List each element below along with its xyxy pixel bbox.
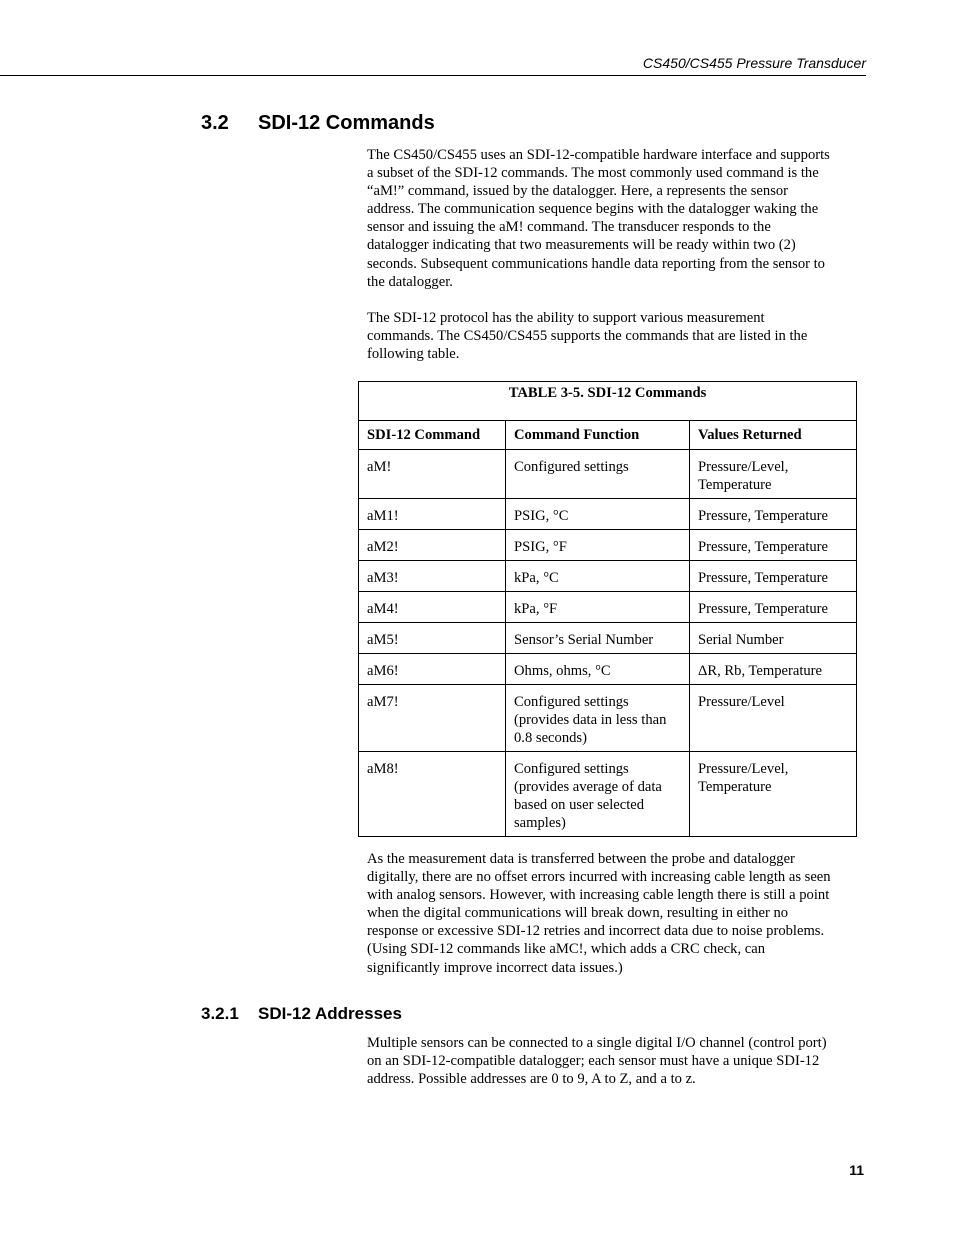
values-cell xyxy=(690,623,857,654)
paragraph-line: “aM!” command, issued by the datalogger. Here, a represents the sensor xyxy=(367,183,789,200)
paragraph-line: commands. The CS450/CS455 supports the commands that are listed in the xyxy=(367,328,808,345)
command-cell: aM! xyxy=(359,450,506,499)
values-cell xyxy=(690,561,857,592)
function-cell xyxy=(506,530,690,561)
section-number: 3.2 xyxy=(201,112,229,134)
section-title: SDI-12 Commands xyxy=(258,112,435,134)
cell-line: (provides data in less than xyxy=(514,712,667,728)
cell-line: (provides average of data xyxy=(514,779,662,795)
cell-line: Pressure, Temperature xyxy=(698,601,829,617)
cell-line: Temperature xyxy=(698,477,772,493)
transfer-paragraph xyxy=(367,850,867,977)
cell-line: Pressure/Level xyxy=(698,694,785,710)
paragraph-line: following table. xyxy=(367,346,460,363)
column-header: SDI-12 Command xyxy=(359,421,506,450)
paragraph-line: with analog sensors. However, with increasing cable length there is still a point xyxy=(367,887,830,904)
subsection-heading xyxy=(201,1004,402,1024)
paragraph-line: address. Possible addresses are 0 to 9, A to Z, and a to z. xyxy=(367,1071,696,1088)
table-row xyxy=(359,499,857,530)
column-header: Command Function xyxy=(506,421,690,450)
table-row xyxy=(359,450,857,499)
table-row xyxy=(359,654,857,685)
cell-line: Serial Number xyxy=(698,632,784,648)
table-row xyxy=(359,752,857,837)
cell-line: Temperature xyxy=(698,779,772,795)
paragraph-line: on an SDI-12-compatible datalogger; each sensor must have a unique SDI-12 xyxy=(367,1053,820,1070)
paragraph-line: The SDI-12 protocol has the ability to support various measurement xyxy=(367,310,765,326)
cell-line: Pressure/Level, xyxy=(698,761,789,777)
table-row xyxy=(359,623,857,654)
cell-line: kPa, °F xyxy=(514,601,558,617)
cell-line: Configured settings xyxy=(514,694,629,710)
command-cell: aM7! xyxy=(359,685,506,752)
values-cell xyxy=(690,499,857,530)
paragraph-line: digitally, there are no offset errors incurred with increasing cable length as seen xyxy=(367,869,831,886)
paragraph-line: address. The communication sequence begins with the datalogger waking the xyxy=(367,201,819,218)
intro-paragraph xyxy=(367,146,867,291)
table-row xyxy=(359,592,857,623)
paragraph-line: datalogger indicating that two measurements will be ready within two (2) xyxy=(367,237,796,254)
values-cell xyxy=(690,752,857,837)
function-cell xyxy=(506,561,690,592)
command-cell: aM8! xyxy=(359,752,506,837)
subsection-number: 3.2.1 xyxy=(201,1004,239,1023)
function-cell xyxy=(506,654,690,685)
table-row xyxy=(359,530,857,561)
cell-line: Configured settings xyxy=(514,459,629,475)
paragraph-line: when the digital communications will break down, resulting in either no xyxy=(367,905,789,922)
paragraph-line: significantly improve incorrect data issues.) xyxy=(367,959,623,976)
section-heading xyxy=(201,112,435,135)
paragraph-line: (Using SDI-12 commands like aMC!, which adds a CRC check, can xyxy=(367,941,766,958)
function-cell xyxy=(506,685,690,752)
paragraph-line: the datalogger. xyxy=(367,273,453,290)
addresses-paragraph xyxy=(367,1034,867,1088)
function-cell xyxy=(506,450,690,499)
cell-line: Ohms, ohms, °C xyxy=(514,663,611,679)
cell-line: Sensor’s Serial Number xyxy=(514,632,654,648)
cell-line: kPa, °C xyxy=(514,570,559,586)
table-row xyxy=(359,685,857,752)
function-cell xyxy=(506,499,690,530)
command-cell: aM5! xyxy=(359,623,506,654)
cell-line: based on user selected xyxy=(514,797,645,813)
running-header: CS450/CS455 Pressure Transducer xyxy=(642,55,866,71)
sdi12-commands-table xyxy=(358,381,857,837)
paragraph-line: sensor and issuing the aM! command. The transducer responds to the xyxy=(367,219,771,236)
function-cell xyxy=(506,752,690,837)
values-cell xyxy=(690,530,857,561)
cell-line: PSIG, °C xyxy=(514,508,569,524)
values-cell xyxy=(690,654,857,685)
command-cell: aM2! xyxy=(359,530,506,561)
command-cell: aM6! xyxy=(359,654,506,685)
command-cell: aM1! xyxy=(359,499,506,530)
cell-line: Pressure, Temperature xyxy=(698,508,829,524)
cell-line: samples) xyxy=(514,815,566,831)
page-number: 11 xyxy=(849,1162,864,1178)
paragraph-line: The CS450/CS455 uses an SDI-12-compatible hardware interface and supports xyxy=(367,147,830,163)
cell-line: Pressure, Temperature xyxy=(698,539,829,555)
paragraph-line: a subset of the SDI-12 commands. The most commonly used command is the xyxy=(367,165,819,182)
cell-line: Pressure, Temperature xyxy=(698,570,829,586)
values-cell xyxy=(690,450,857,499)
subsection-title: SDI-12 Addresses xyxy=(258,1004,402,1023)
paragraph-line: As the measurement data is transferred between the probe and datalogger xyxy=(367,851,795,867)
cell-line: ΔR, Rb, Temperature xyxy=(698,663,823,679)
cell-line: 0.8 seconds) xyxy=(514,730,587,746)
paragraph-line: response or excessive SDI-12 retries and incorrect data due to noise problems. xyxy=(367,923,825,940)
function-cell xyxy=(506,592,690,623)
paragraph-line: Multiple sensors can be connected to a single digital I/O channel (control port) xyxy=(367,1035,827,1051)
command-cell: aM4! xyxy=(359,592,506,623)
values-cell xyxy=(690,592,857,623)
protocol-paragraph xyxy=(367,309,867,363)
cell-line: PSIG, °F xyxy=(514,539,567,555)
paragraph-line: seconds. Subsequent communications handle data reporting from the sensor to xyxy=(367,255,825,272)
cell-line: Pressure/Level, xyxy=(698,459,789,475)
cell-line: Configured settings xyxy=(514,761,629,777)
command-cell: aM3! xyxy=(359,561,506,592)
function-cell xyxy=(506,623,690,654)
column-header: Values Returned xyxy=(690,421,857,450)
table-row xyxy=(359,561,857,592)
header-rule xyxy=(0,75,866,76)
values-cell xyxy=(690,685,857,752)
table-caption: TABLE 3-5. SDI-12 Commands xyxy=(359,382,857,421)
